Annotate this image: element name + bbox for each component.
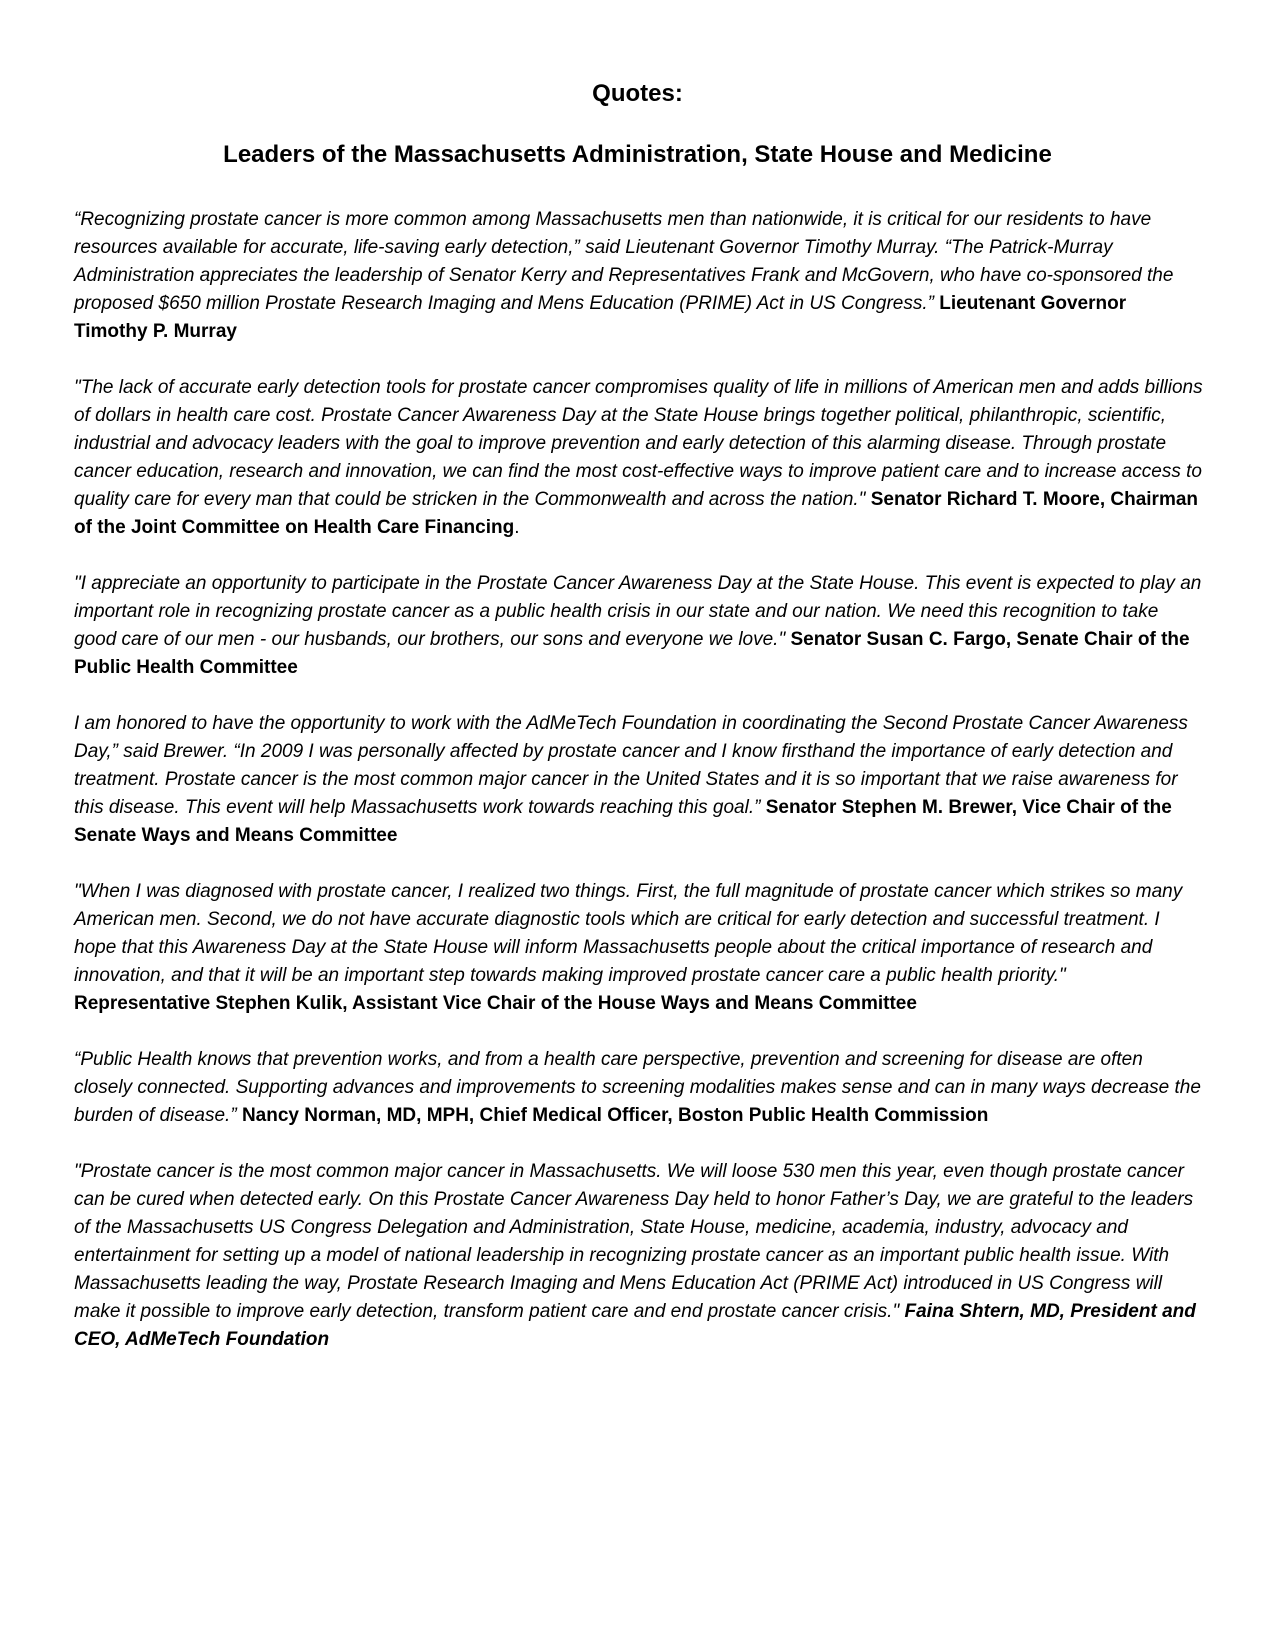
page-subtitle: Leaders of the Massachusetts Administration, State House and Medicine	[223, 141, 1052, 168]
quote-attribution: Senator Richard T. Moore, Chairman of the Joint Committee on Health Care Financing	[74, 489, 1199, 538]
quote-text: “Recognizing prostate cancer is more common among Massachusetts men than nationwide, it is critical for our residents to have resources available for accurate, life-saving early detection,” said Lieutenant Governor Timothy Murray. “The Patrick-Murray Administration appreciates the leadership of Senator Kerry and Representatives Frank and McGovern, who have co-sponsored the proposed $650 million Prostate Research Imaging and Mens Education (PRIME) Act in US Congress.”	[74, 209, 1174, 314]
quotes-list	[74, 206, 1204, 1382]
quote-shtern	[74, 1158, 1204, 1354]
quote-attribution: Representative Stephen Kulik, Assistant Vice Chair of the House Ways and Means Committee	[74, 993, 917, 1014]
quote-murray	[74, 206, 1204, 346]
quote-attribution: Nancy Norman, MD, MPH, Chief Medical Officer, Boston Public Health Commission	[241, 1105, 989, 1126]
quote-attribution: Lieutenant Governor Timothy P. Murray	[74, 293, 1127, 342]
quote-attribution: Faina Shtern, MD, President and CEO, AdMeTech Foundation	[74, 1301, 1196, 1350]
quote-attribution: Senator Susan C. Fargo, Senate Chair of the Public Health Committee	[74, 629, 1190, 678]
quote-kulik	[74, 878, 1204, 1018]
quote-suffix: .	[514, 517, 520, 538]
quote-attribution: Senator Stephen M. Brewer, Vice Chair of the Senate Ways and Means Committee	[74, 797, 1172, 846]
page-title: Quotes:	[592, 80, 683, 107]
quote-text: I am honored to have the opportunity to work with the AdMeTech Foundation in coordinating the Second Prostate Cancer Awareness Day,” said Brewer. “In 2009 I was personally affected by prostate cancer and I know firsthand the importance of early detection and treatment. Prostate cancer is the most common major cancer in the United States and it is so important that we raise awareness for this disease. This event will help Massachusetts work towards reaching this goal.”	[74, 713, 1188, 818]
quote-text: "I appreciate an opportunity to participate in the Prostate Cancer Awareness Day at the State House. This event is expected to play an important role in recognizing prostate cancer as a public health crisis in our state and our nation. We need this recognition to take good care of our men - our husbands, our brothers, our sons and everyone we love."	[74, 573, 1202, 650]
quote-text: "The lack of accurate early detection tools for prostate cancer compromises quality of life in millions of American men and adds billions of dollars in health care cost. Prostate Cancer Awareness Day at the State House brings together political, philanthropic, scientific, industrial and advocacy leaders with the goal to improve prevention and early detection of this alarming disease. Through prostate cancer education, research and innovation, we can find the most cost-effective ways to improve patient care and to increase access to quality care for every man that could be stricken in the Commonwealth and across the nation."	[74, 377, 1203, 510]
quote-norman	[74, 1046, 1204, 1130]
quote-moore	[74, 374, 1204, 542]
quote-text: “Public Health knows that prevention works, and from a health care perspective, prevention and screening for disease are often closely connected. Supporting advances and improvements to screening modalities makes sense and can in many ways decrease the burden of disease.”	[74, 1049, 1201, 1126]
quote-brewer	[74, 710, 1204, 850]
quote-text: "Prostate cancer is the most common major cancer in Massachusetts. We will loose 530 men this year, even though prostate cancer can be cured when detected early. On this Prostate Cancer Awareness Day held to honor Father’s Day, we are grateful to the leaders of the Massachusetts US Congress Delegation and Administration, State House, medicine, academia, industry, advocacy and entertainment for setting up a model of national leadership in recognizing prostate cancer as an important public health issue. With Massachusetts leading the way, Prostate Research Imaging and Mens Education Act (PRIME Act) introduced in US Congress will make it possible to improve early detection, transform patient care and end prostate cancer crisis."	[74, 1161, 1194, 1322]
quote-fargo	[74, 570, 1204, 682]
quote-text: "When I was diagnosed with prostate cancer, I realized two things. First, the full magnitude of prostate cancer which strikes so many American men. Second, we do not have accurate diagnostic tools which are critical for early detection and successful treatment. I hope that this Awareness Day at the State House will inform Massachusetts people about the critical importance of research and innovation, and that it will be an important step towards making improved prostate cancer care a public health priority."	[74, 881, 1183, 986]
